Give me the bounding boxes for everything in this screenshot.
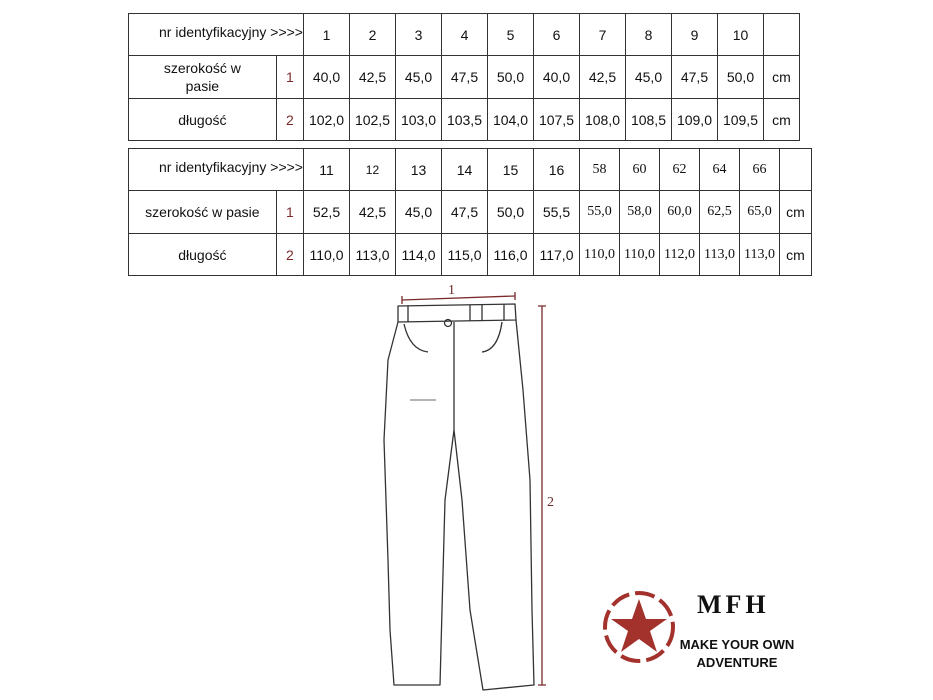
id-cell: 60 <box>619 149 659 191</box>
brand-slogan <box>672 636 802 672</box>
id-cell: 11 <box>303 149 349 191</box>
id-cell: 9 <box>671 14 717 56</box>
value-cell: 52,5 <box>303 191 349 234</box>
value-cell: 45,0 <box>395 191 441 234</box>
value-cell: 60,0 <box>659 191 699 234</box>
row-label-length: długość <box>129 234 277 276</box>
id-header-label: nr identyfikacyjny >>>> <box>129 14 304 56</box>
value-cell: 113,0 <box>349 234 395 276</box>
row-index: 2 <box>276 234 303 276</box>
value-cell: 45,0 <box>395 56 441 99</box>
id-cell: 58 <box>579 149 619 191</box>
id-cell: 66 <box>739 149 779 191</box>
value-cell: 50,0 <box>717 56 763 99</box>
pocket-lines <box>404 322 502 352</box>
value-cell: 58,0 <box>619 191 659 234</box>
value-cell: 110,0 <box>619 234 659 276</box>
row-label-length: długość <box>129 99 277 141</box>
value-cell: 103,0 <box>395 99 441 141</box>
value-cell: 42,5 <box>579 56 625 99</box>
id-cell: 13 <box>395 149 441 191</box>
value-cell: 102,0 <box>303 99 349 141</box>
id-cell: 8 <box>625 14 671 56</box>
value-cell: 42,5 <box>349 191 395 234</box>
id-cell: 15 <box>487 149 533 191</box>
row-index: 1 <box>276 191 303 234</box>
unit-cell: cm <box>763 99 799 141</box>
value-cell: 104,0 <box>487 99 533 141</box>
value-cell: 113,0 <box>739 234 779 276</box>
value-cell: 107,5 <box>533 99 579 141</box>
value-cell: 50,0 <box>487 56 533 99</box>
value-cell: 45,0 <box>625 56 671 99</box>
value-cell: 47,5 <box>441 191 487 234</box>
waist-marker-label: 1 <box>448 283 455 298</box>
unit-cell: cm <box>763 56 799 99</box>
value-cell: 108,5 <box>625 99 671 141</box>
value-cell: 109,0 <box>671 99 717 141</box>
pants-diagram <box>370 280 570 700</box>
row-label-waist: szerokość w pasie <box>129 56 277 99</box>
id-cell: 3 <box>395 14 441 56</box>
value-cell: 116,0 <box>487 234 533 276</box>
size-table-2 <box>128 148 812 276</box>
row-label-waist: szerokość w pasie <box>129 191 277 234</box>
slogan-line-1: MAKE YOUR OWN <box>679 637 795 652</box>
value-cell: 117,0 <box>533 234 579 276</box>
value-cell: 109,5 <box>717 99 763 141</box>
star-logo-icon <box>601 589 677 665</box>
value-cell: 114,0 <box>395 234 441 276</box>
value-cell: 40,0 <box>533 56 579 99</box>
pants-outline <box>384 320 534 690</box>
value-cell: 112,0 <box>659 234 699 276</box>
value-cell: 40,0 <box>303 56 349 99</box>
unit-cell: cm <box>779 234 811 276</box>
value-cell: 55,0 <box>579 191 619 234</box>
value-cell: 47,5 <box>671 56 717 99</box>
id-cell: 5 <box>487 14 533 56</box>
value-cell: 103,5 <box>441 99 487 141</box>
empty-cell <box>779 149 811 191</box>
id-cell: 12 <box>349 149 395 191</box>
value-cell: 65,0 <box>739 191 779 234</box>
id-cell: 6 <box>533 14 579 56</box>
value-cell: 42,5 <box>349 56 395 99</box>
value-cell: 113,0 <box>699 234 739 276</box>
length-dimension <box>538 306 546 685</box>
pants-waistband <box>398 304 516 322</box>
size-table-1 <box>128 13 800 141</box>
length-marker-label: 2 <box>547 495 554 510</box>
id-cell: 62 <box>659 149 699 191</box>
value-cell: 62,5 <box>699 191 739 234</box>
value-cell: 108,0 <box>579 99 625 141</box>
id-cell: 2 <box>349 14 395 56</box>
id-cell: 7 <box>579 14 625 56</box>
unit-cell: cm <box>779 191 811 234</box>
value-cell: 102,5 <box>349 99 395 141</box>
id-header-label: nr identyfikacyjny >>>> <box>129 149 304 191</box>
id-cell: 64 <box>699 149 739 191</box>
id-cell: 14 <box>441 149 487 191</box>
belt-loops <box>408 304 504 322</box>
waist-dimension <box>402 292 515 304</box>
id-cell: 4 <box>441 14 487 56</box>
id-cell: 16 <box>533 149 579 191</box>
row-index: 2 <box>276 99 303 141</box>
row-index: 1 <box>276 56 303 99</box>
value-cell: 110,0 <box>303 234 349 276</box>
empty-cell <box>763 14 799 56</box>
brand-name: MFH <box>697 590 770 619</box>
slogan-line-2: ADVENTURE <box>696 655 778 670</box>
value-cell: 55,5 <box>533 191 579 234</box>
value-cell: 110,0 <box>579 234 619 276</box>
value-cell: 50,0 <box>487 191 533 234</box>
value-cell: 47,5 <box>441 56 487 99</box>
id-cell: 10 <box>717 14 763 56</box>
id-cell: 1 <box>303 14 349 56</box>
value-cell: 115,0 <box>441 234 487 276</box>
